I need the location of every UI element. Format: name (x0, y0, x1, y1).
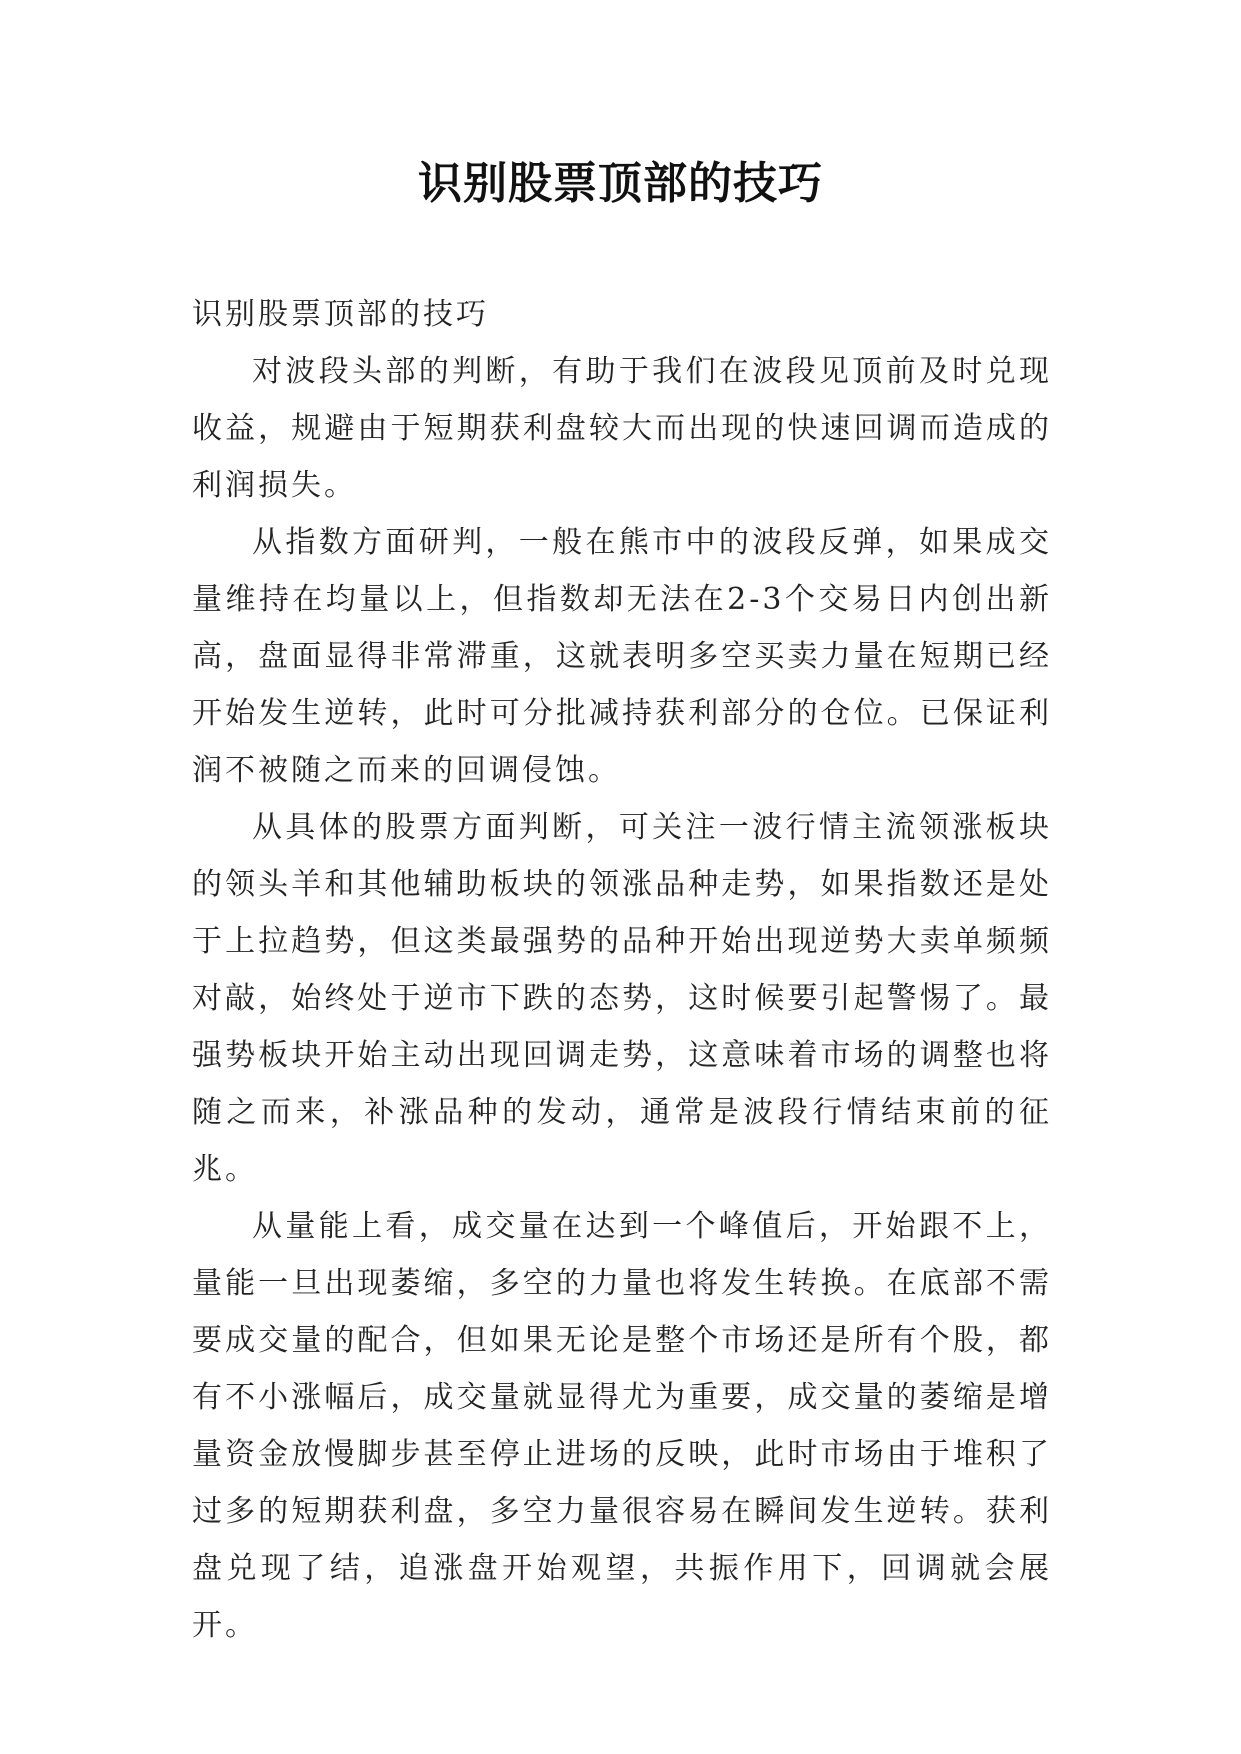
document-subtitle: 识别股票顶部的技巧 (192, 297, 489, 332)
document-body (192, 286, 1052, 1654)
paragraph: 从具体的股票方面判断，可关注一波行情主流领涨板块的领头羊和其他辅助板块的领涨品种走势，如果指数还是处于上拉趋势，但这类最强势的品种开始出现逆势大卖单频频对敲，始终处于逆市下跌的态势，这时候要引起警惕了。最强势板块开始主动出现回调走势，这意味着市场的调整也将随之而来，补涨品种的发动，通常是波段行情结束前的征兆。 (192, 810, 1052, 1187)
paragraph: 从量能上看，成交量在达到一个峰值后，开始跟不上，量能一旦出现萎缩，多空的力量也将发生转换。在底部不需要成交量的配合，但如果无论是整个市场还是所有个股，都有不小涨幅后，成交量就显得尤为重要，成交量的萎缩是增量资金放慢脚步甚至停止进场的反映，此时市场由于堆积了过多的短期获利盘，多空力量很容易在瞬间发生逆转。获利盘兑现了结，追涨盘开始观望，共振作用下，回调就会展开。 (192, 1209, 1052, 1643)
document-title: 识别股票顶部的技巧 (418, 158, 823, 209)
paragraph: 对波段头部的判断，有助于我们在波段见顶前及时兑现收益，规避由于短期获利盘较大而出现的快速回调而造成的利润损失。 (192, 354, 1052, 503)
paragraph: 从指数方面研判，一般在熊市中的波段反弹，如果成交量维持在均量以上，但指数却无法在2-3个交易日内创出新高，盘面显得非常滞重，这就表明多空买卖力量在短期已经开始发生逆转，此时可分批减持获利部分的仓位。已保证利润不被随之而来的回调侵蚀。 (192, 525, 1052, 788)
